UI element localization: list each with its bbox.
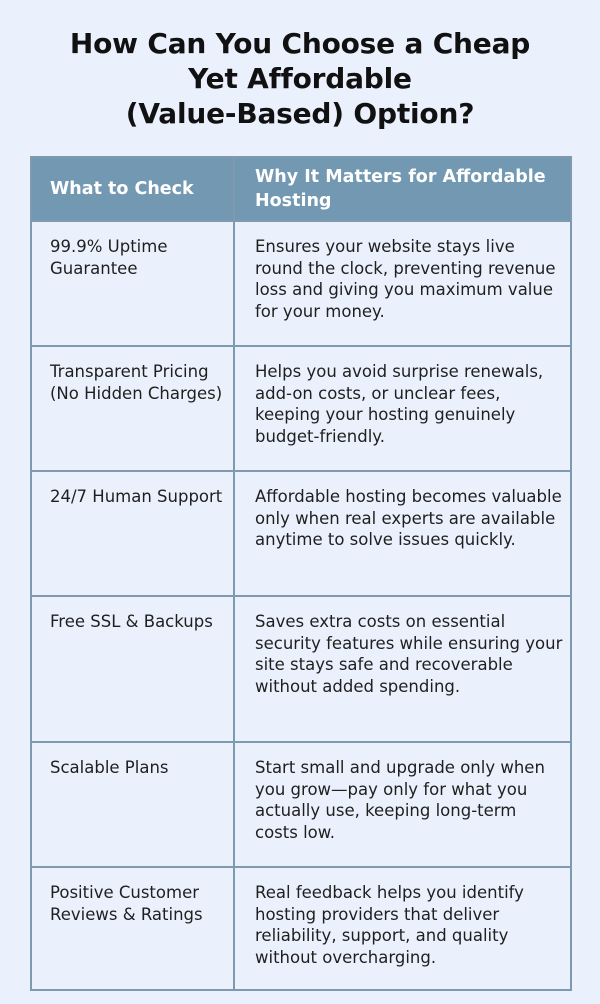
header-why-it-matters-label: Why It Matters for Affordable Hosting [255, 167, 546, 211]
why-text: Affordable hosting becomes valuable only when real experts are available anytime to solve issues quickly. [255, 487, 562, 549]
title-line-2: Yet Affordable [188, 62, 412, 95]
check-text: Free SSL & Backups [50, 612, 213, 631]
table-header [31, 157, 571, 221]
check-cell [31, 596, 234, 742]
why-cell [234, 596, 571, 742]
header-row [31, 157, 571, 221]
table-row [31, 221, 571, 346]
why-text: Real feedback helps you identify hosting providers that deliver reliability, support, and quality without overcharging. [255, 883, 524, 967]
check-cell [31, 346, 234, 471]
table-row [31, 346, 571, 471]
title-line-3: (Value-Based) Option? [125, 97, 475, 130]
table-row [31, 742, 571, 867]
check-cell [31, 221, 234, 346]
header-what-to-check [31, 157, 234, 221]
table-row [31, 471, 571, 596]
header-what-to-check-label: What to Check [50, 179, 194, 199]
check-text: Scalable Plans [50, 758, 169, 777]
table-row [31, 867, 571, 990]
why-text: Helps you avoid surprise renewals, add-on costs, or unclear fees, keeping your hosting genuinely budget-friendly. [255, 362, 544, 446]
check-text: 24/7 Human Support [50, 487, 223, 506]
check-text: Transparent Pricing (No Hidden Charges) [50, 362, 223, 403]
why-cell [234, 221, 571, 346]
table-row [31, 596, 571, 742]
check-cell [31, 471, 234, 596]
why-cell [234, 867, 571, 990]
why-cell [234, 742, 571, 867]
title-line-1: How Can You Choose a Cheap [69, 27, 531, 60]
why-text: Saves extra costs on essential security features while ensuring your site stays safe and recoverable without added spending. [255, 612, 563, 696]
table-body [31, 221, 571, 990]
header-why-it-matters [234, 157, 571, 221]
check-cell [31, 867, 234, 990]
why-cell [234, 471, 571, 596]
check-text: Positive Customer Reviews & Ratings [50, 883, 203, 924]
why-cell [234, 346, 571, 471]
check-cell [31, 742, 234, 867]
why-text: Ensures your website stays live round the clock, preventing revenue loss and giving you maximum value for your money. [255, 237, 556, 321]
page-title [0, 26, 600, 131]
why-text: Start small and upgrade only when you grow—pay only for what you actually use, keeping long-term costs low. [255, 758, 545, 842]
comparison-table [30, 156, 572, 991]
check-text: 99.9% Uptime Guarantee [50, 237, 168, 278]
